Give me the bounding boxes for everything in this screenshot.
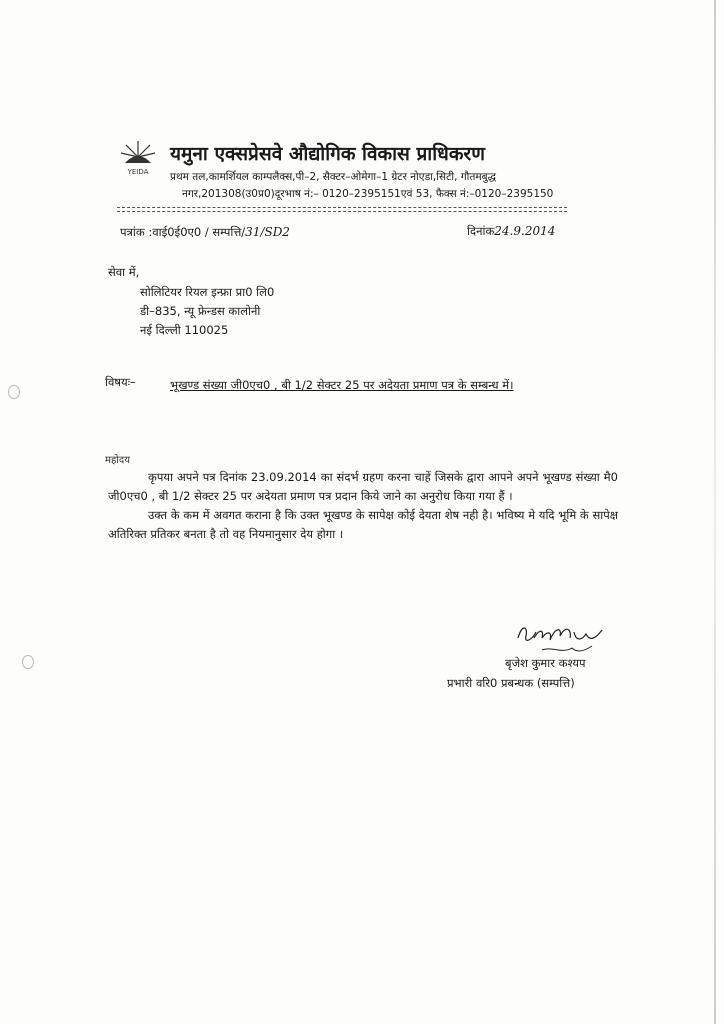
- reference-line: [120, 225, 290, 240]
- punch-hole: [8, 385, 20, 399]
- date-label: दिनांक: [467, 224, 495, 238]
- subject-label: विषयः–: [105, 375, 136, 389]
- greeting: महोदय: [105, 455, 130, 466]
- letter-body: [108, 468, 618, 544]
- date-value: 24.9.2014: [494, 224, 556, 238]
- recipient-block: [140, 283, 274, 340]
- reference-label: पत्रांक :वाई0ई0ए0 / सम्पत्ति/: [120, 225, 246, 239]
- date-line: [467, 224, 555, 239]
- paper-edge: [714, 0, 716, 1024]
- body-paragraph-1: कृपया अपने पत्र दिनांक 23.09.2014 का संदर्भ ग्रहण करना चाहें जिसके द्वारा आपने अपने भूखण्ड संख्या मै0 जी0एच0 , बी 1/2 सेक्टर 25 पर अदेयता प्रमाण पत्र प्रदान किये जाने का अनुरोध किया गया हैं ।: [108, 470, 618, 503]
- salutation: सेवा में,: [108, 265, 140, 279]
- recipient-address-2: नई दिल्ली 110025: [140, 323, 229, 337]
- body-paragraph-2: उक्त के कम में अवगत कराना है कि उक्त भूखण्ड के सापेक्ष कोई देयता शेष नही है। भविष्य मे यदि भूमि के सापेक्ष अतिरिक्त प्रतिकर बनता है तो वह नियमानुसार देय होगा ।: [108, 508, 618, 541]
- signatory-title: प्रभारी वरि0 प्रबन्धक (सम्पत्ति): [447, 676, 575, 690]
- subject-text-content: भूखण्ड संख्या जी0एच0 , बी 1/2 सेक्टर 25 पर अदेयता प्रमाण पत्र के सम्बन्ध में।: [170, 378, 514, 392]
- signatory-name: बृजेश कुमार कश्यप: [505, 656, 586, 670]
- header-divider: [117, 211, 567, 212]
- subject-text: [170, 375, 610, 395]
- address-line-1: प्रथम तल,कामर्शियल काम्पलैक्स,पी–2, सैक्टर–ओमेगा–1 ग्रेटर नोएडा,सिटी, गौतमबुद्ध: [170, 171, 497, 183]
- recipient-address-1: डी–835, न्यू फ्रेन्डस कालोनी: [140, 304, 261, 318]
- reference-number: 31/SD2: [245, 225, 290, 239]
- punch-hole: [22, 655, 34, 669]
- org-name: यमुना एक्सप्रेसवे औद्योगिक विकास प्राधिकरण: [170, 143, 485, 165]
- yeida-logo-icon: [117, 137, 159, 177]
- recipient-name: सोलिटियर रियल इन्फ्रा प्रा0 लि0: [140, 285, 275, 299]
- header-divider: [117, 207, 567, 208]
- svg-text:YEIDA: YEIDA: [127, 168, 149, 176]
- address-line-2: नगर,201308(उ0प्र0)दूरभाष नं:– 0120–2395151एवं 53, फैक्स नं:–0120–2395150: [182, 188, 554, 200]
